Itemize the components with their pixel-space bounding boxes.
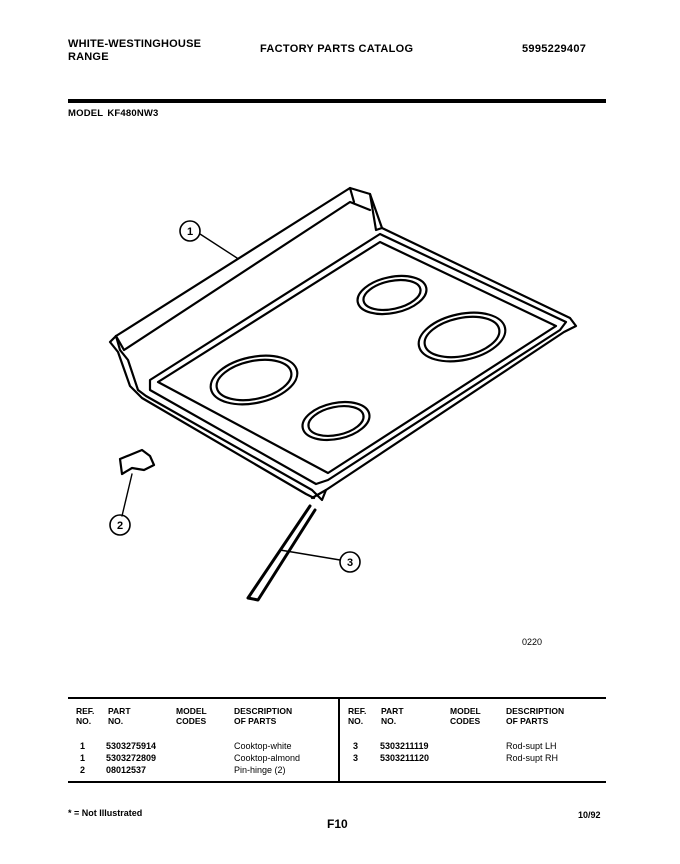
header-description xyxy=(234,706,292,726)
table-row-1-desc: Cooktop-white xyxy=(234,741,292,751)
header-part-right-line1: PART xyxy=(381,706,404,716)
callout-3-label: 3 xyxy=(346,557,354,569)
header-desc-right-line2: OF PARTS xyxy=(506,716,549,726)
table-bottom-rule xyxy=(68,781,606,783)
table-row-5-ref: 3 xyxy=(353,753,359,763)
burner-ring-rear-right xyxy=(421,311,503,364)
header-part xyxy=(108,706,131,726)
table-row-5-part: 5303211120 xyxy=(380,753,430,763)
header-model xyxy=(176,706,207,726)
cooktop-outer-edge xyxy=(116,188,576,498)
catalog-title: FACTORY PARTS CATALOG xyxy=(260,43,414,55)
table-row-4-ref: 3 xyxy=(353,741,359,751)
header-part-line2: NO. xyxy=(108,716,124,726)
burner-ring-front-left xyxy=(213,354,295,407)
header-desc-right-line1: DESCRIPTION xyxy=(506,706,565,716)
table-row-3-part: 08012537 xyxy=(106,765,147,775)
cooktop-inner-recess xyxy=(158,242,556,473)
table-row-2-desc: Cooktop-almond xyxy=(234,753,301,763)
header-desc-line2: OF PARTS xyxy=(234,716,277,726)
table-row-2-part: 5303272809 xyxy=(106,753,157,763)
cooktop-front-fold xyxy=(116,336,326,500)
burner-opening-front-left xyxy=(206,348,302,411)
header-ref-right-line2: NO. xyxy=(348,716,364,726)
revision-date: 10/92 xyxy=(578,810,601,820)
header-model-right xyxy=(450,706,481,726)
page-code: F10 xyxy=(327,817,348,831)
model-line xyxy=(68,108,163,119)
brand-name: WHITE-WESTINGHOUSE xyxy=(68,38,202,50)
table-row-2-ref: 1 xyxy=(80,753,86,763)
illustration-code: 0220 xyxy=(522,637,543,647)
header-model-line1: MODEL xyxy=(176,706,207,716)
burner-ring-rear-left xyxy=(361,275,424,314)
cooktop-diagram xyxy=(100,180,600,610)
rod-support-part xyxy=(248,506,315,600)
table-row-3-desc: Pin-hinge (2) xyxy=(234,765,286,775)
header-part-right xyxy=(381,706,404,726)
table-row-3-ref: 2 xyxy=(80,765,86,775)
header-ref-line2: NO. xyxy=(76,716,92,726)
model-label: MODEL xyxy=(68,108,104,119)
header-model-line2: CODES xyxy=(176,716,207,726)
callout-3-leader xyxy=(280,550,340,560)
table-row-1-part: 5303275914 xyxy=(106,741,157,751)
brand-block xyxy=(68,38,201,64)
table-top-rule xyxy=(68,697,606,699)
table-row-4-part: 5303211119 xyxy=(380,741,429,751)
header-ref-right-line1: REF. xyxy=(348,706,367,716)
header-ref xyxy=(76,706,94,726)
header-ref-line1: REF. xyxy=(76,706,95,716)
table-column-divider xyxy=(338,697,340,782)
not-illustrated-note: * = Not Illustrated xyxy=(68,808,143,818)
header-part-right-line2: NO. xyxy=(381,716,397,726)
table-row-1-ref: 1 xyxy=(80,741,86,751)
header-ref-right xyxy=(348,706,366,726)
header-part-line1: PART xyxy=(108,706,131,716)
header-rule xyxy=(68,99,606,103)
callout-2-leader xyxy=(122,474,132,516)
header-description-right xyxy=(506,706,564,726)
parts-table xyxy=(68,697,606,797)
header-model-right-line2: CODES xyxy=(450,716,481,726)
product-type: RANGE xyxy=(68,51,109,63)
burner-opening-rear-right xyxy=(414,305,510,368)
model-number: KF480NW3 xyxy=(107,108,159,119)
header-model-right-line1: MODEL xyxy=(450,706,481,716)
burner-ring-front-right xyxy=(306,401,367,440)
callout-1-label: 1 xyxy=(186,226,194,238)
table-row-5-desc: Rod-supt RH xyxy=(506,753,559,763)
table-row-4-desc: Rod-supt LH xyxy=(506,741,557,751)
pin-hinge-part xyxy=(120,450,154,474)
callout-2-label: 2 xyxy=(116,520,124,532)
catalog-number: 5995229407 xyxy=(522,43,587,55)
header-desc-line1: DESCRIPTION xyxy=(234,706,293,716)
callout-1-leader xyxy=(200,234,237,258)
